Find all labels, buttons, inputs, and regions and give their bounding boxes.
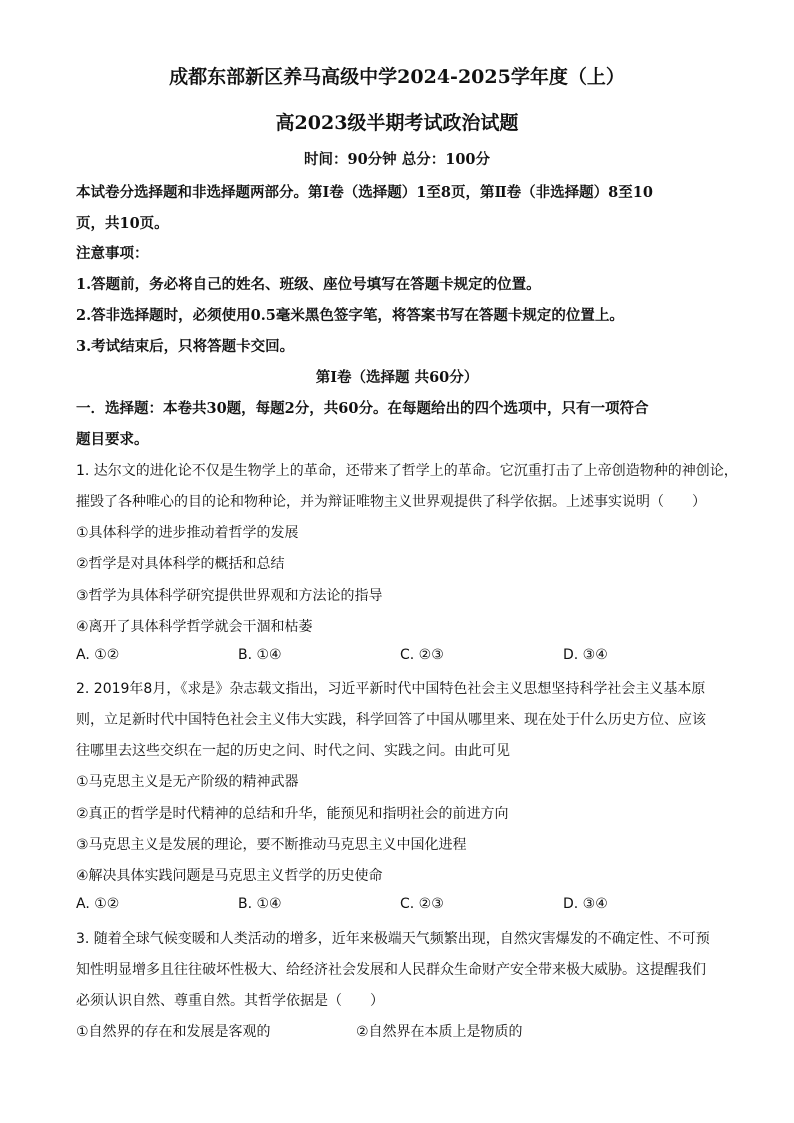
question-1-stem-line1: 1. 达尔文的进化论不仅是生物学上的革命，还带来了哲学上的革命。它沉重打击了上帝创造物种的神创论， xyxy=(76,463,738,479)
question-1-option-b: B. ①④ xyxy=(238,647,282,663)
question-2-option-b: B. ①④ xyxy=(238,896,282,912)
question-2-option-c: C. ②③ xyxy=(400,896,444,912)
question-2-item-3: ③马克思主义是发展的理论，要不断推动马克思主义中国化进程 xyxy=(76,837,467,853)
question-1-item-4: ④离开了具体科学哲学就会干涸和枯萎 xyxy=(76,619,313,635)
question-2-stem-line2: 则，立足新时代中国特色社会主义伟大实践，科学回答了中国从哪里来、现在处于什么历史方位、应该 xyxy=(76,712,706,728)
question-1-item-1: ①具体科学的进步推动着哲学的发展 xyxy=(76,525,299,541)
intro-line-2: 页，共10页。 xyxy=(76,215,169,232)
question-1-option-c: C. ②③ xyxy=(400,647,444,663)
question-2-item-1: ①马克思主义是无产阶级的精神武器 xyxy=(76,774,299,790)
part1-instruction-line2: 题目要求。 xyxy=(76,431,149,448)
note-item-3: 3.考试结束后，只将答题卡交回。 xyxy=(76,338,295,355)
section-title: 第Ⅰ卷（选择题 共60分） xyxy=(315,369,479,386)
question-1-option-a: A. ①② xyxy=(76,647,120,663)
question-2-option-d: D. ③④ xyxy=(563,896,608,912)
question-2-item-4: ④解决具体实践问题是马克思主义哲学的历史使命 xyxy=(76,868,383,884)
question-2-item-2: ②真正的哲学是时代精神的总结和升华，能预见和指明社会的前进方向 xyxy=(76,806,509,822)
part1-instruction-line1: 一．选择题：本卷共30题，每题2分，共60分。在每题给出的四个选项中，只有一项符合 xyxy=(76,400,649,417)
question-3-stem-line3: 必须认识自然、尊重自然。其哲学依据是（ ） xyxy=(76,993,384,1009)
question-2-option-a: A. ①② xyxy=(76,896,120,912)
question-3-stem-line1: 3. 随着全球气候变暖和人类活动的增多，近年来极端天气频繁出现，自然灾害爆发的不确定性、不可预 xyxy=(76,931,710,947)
note-item-2: 2.答非选择题时，必须使用0.5毫米黑色签字笔，将答案书写在答题卡规定的位置上。 xyxy=(76,307,624,324)
intro-line-1: 本试卷分选择题和非选择题两部分。第Ⅰ卷（选择题）1至8页，第Ⅱ卷（非选择题）8至10 xyxy=(76,184,653,201)
question-3-stem-line2: 知性明显增多且往往破坏性极大、给经济社会发展和人民群众生命财产安全带来极大威胁。这提醒我们 xyxy=(76,962,706,978)
note-item-1: 1.答题前，务必将自己的姓名、班级、座位号填写在答题卡规定的位置。 xyxy=(76,276,541,293)
notes-heading: 注意事项： xyxy=(76,245,149,262)
exam-time-score: 时间：90分钟 总分：100分 xyxy=(304,151,490,168)
question-1-option-d: D. ③④ xyxy=(563,647,608,663)
question-1-item-2: ②哲学是对具体科学的概括和总结 xyxy=(76,556,285,572)
exam-title-line1: 成都东部新区养马高级中学2024-2025学年度（上） xyxy=(169,66,625,88)
exam-title-line2: 高2023级半期考试政治试题 xyxy=(275,112,519,134)
question-2-stem-line1: 2. 2019年8月，《求是》杂志载文指出，习近平新时代中国特色社会主义思想坚持科学社会主义基本原 xyxy=(76,681,706,697)
question-1-item-3: ③哲学为具体科学研究提供世界观和方法论的指导 xyxy=(76,588,383,604)
question-1-stem-line2: 摧毁了各种唯心的目的论和物种论，并为辩证唯物主义世界观提供了科学依据。上述事实说明（ ） xyxy=(76,494,706,510)
question-3-item-2: ②自然界在本质上是物质的 xyxy=(356,1024,523,1040)
question-3-item-1: ①自然界的存在和发展是客观的 xyxy=(76,1024,271,1040)
question-2-stem-line3: 往哪里去这些交织在一起的历史之问、时代之问、实践之问。由此可见 xyxy=(76,743,510,759)
